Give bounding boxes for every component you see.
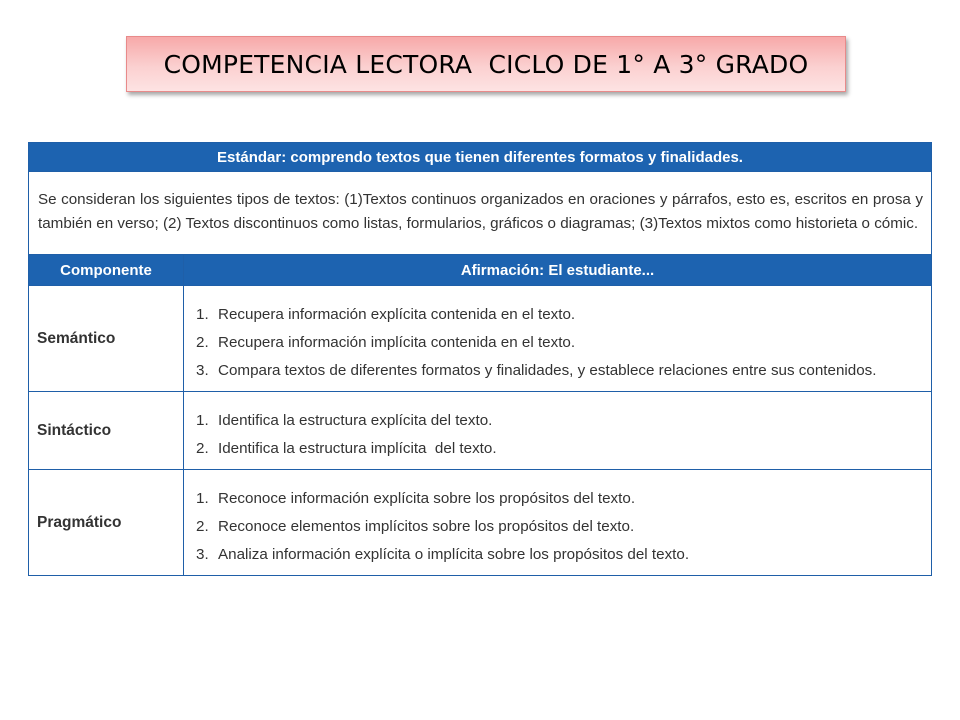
statement-list — [196, 485, 923, 569]
item-number: 2. — [196, 334, 209, 351]
list-item — [196, 301, 923, 329]
statement-list — [196, 407, 923, 463]
item-text: Analiza información explícita o implícita sobre los propósitos del texto. — [218, 546, 690, 563]
table-row — [29, 286, 932, 392]
list-item — [196, 329, 923, 357]
item-number: 2. — [196, 518, 209, 535]
item-text: Reconoce información explícita sobre los propósitos del texto. — [218, 490, 636, 507]
standard-description: Se consideran los siguientes tipos de textos: (1)Textos continuos organizados en oraciones y párrafos, esto es, escritos en prosa y también en verso; (2) Textos discontinuos como listas, formularios, gráficos o diagramas; (3)Textos mixtos como historieta o cómic. — [29, 172, 932, 255]
competency-table — [28, 142, 932, 576]
standard-header-row — [29, 143, 932, 172]
list-item — [196, 407, 923, 435]
item-number: 2. — [196, 440, 209, 457]
statement-list — [196, 301, 923, 385]
description-row — [29, 172, 932, 255]
column-header-component: Componente — [29, 255, 184, 286]
table-row — [29, 470, 932, 576]
item-number: 3. — [196, 546, 209, 563]
list-item — [196, 435, 923, 463]
column-header-statement: Afirmación: El estudiante... — [184, 255, 932, 286]
item-text: Compara textos de diferentes formatos y finalidades, y establece relaciones entre sus contenidos. — [218, 362, 877, 379]
item-text: Identifica la estructura explícita del texto. — [218, 412, 493, 429]
item-number: 1. — [196, 306, 209, 323]
title-banner — [126, 36, 846, 92]
item-text: Recupera información implícita contenida en el texto. — [218, 334, 576, 351]
column-header-row — [29, 255, 932, 286]
item-number: 1. — [196, 490, 209, 507]
list-item — [196, 485, 923, 513]
page-title: COMPETENCIA LECTORA CICLO DE 1° A 3° GRADO — [163, 49, 809, 79]
statement-cell — [184, 392, 932, 470]
component-cell: Pragmático — [29, 470, 184, 576]
item-text: Identifica la estructura implícita del texto. — [218, 440, 497, 457]
item-text: Reconoce elementos implícitos sobre los propósitos del texto. — [218, 518, 635, 535]
list-item — [196, 357, 923, 385]
component-cell: Sintáctico — [29, 392, 184, 470]
statement-cell — [184, 470, 932, 576]
table-row — [29, 392, 932, 470]
list-item — [196, 513, 923, 541]
component-cell: Semántico — [29, 286, 184, 392]
statement-cell — [184, 286, 932, 392]
standard-heading: Estándar: comprendo textos que tienen diferentes formatos y finalidades. — [29, 143, 932, 172]
list-item — [196, 541, 923, 569]
item-text: Recupera información explícita contenida en el texto. — [218, 306, 576, 323]
item-number: 1. — [196, 412, 209, 429]
item-number: 3. — [196, 362, 209, 379]
